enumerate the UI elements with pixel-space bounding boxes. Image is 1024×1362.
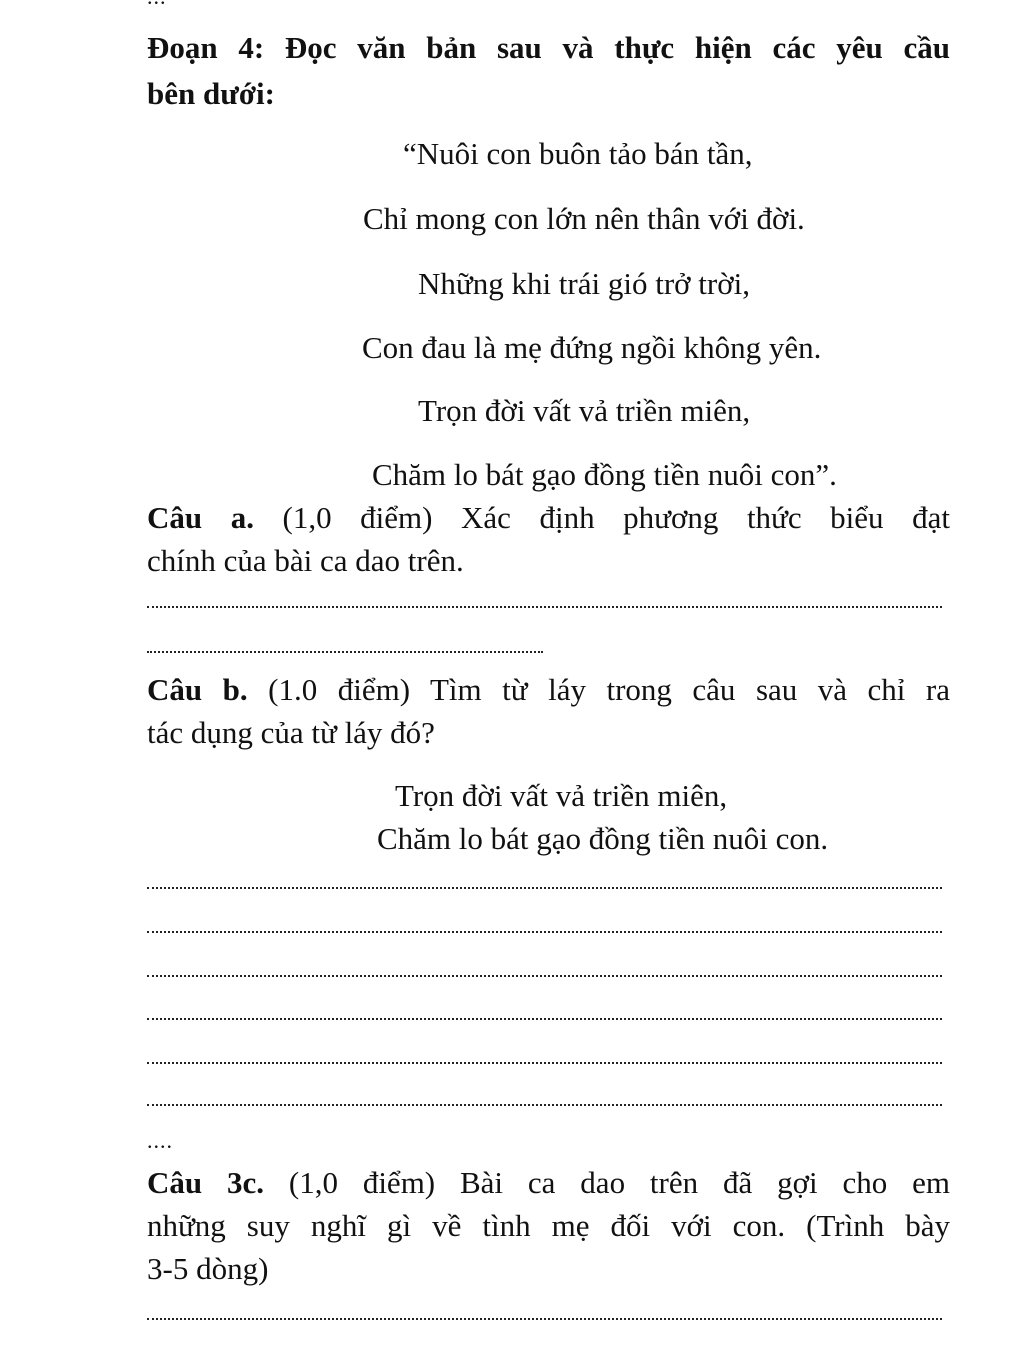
question-b-quote-1: Trọn đời vất vả triền miên, [395, 778, 728, 813]
question-a-text: (1,0 điểm) Xác định phương thức biểu đạt [253, 500, 950, 535]
question-b-line1 [147, 670, 950, 710]
answer-line-b3[interactable] [147, 975, 942, 977]
question-c-line2: những suy nghĩ gì về tình mẹ đối với con. (Trình bày [147, 1208, 950, 1243]
top-ellipsis [147, 0, 167, 8]
poem-line-2: Chỉ mong con lớn nên thân với đời. [363, 201, 805, 236]
question-c-line1 [147, 1163, 950, 1203]
section-title-line1: Đoạn 4: Đọc văn bản sau và thực hiện các yêu cầu [147, 30, 950, 65]
mid-ellipsis: .... [147, 1128, 173, 1153]
question-c-text: (1,0 điểm) Bài ca dao trên đã gợi cho em [264, 1165, 950, 1200]
poem-line-1: “Nuôi con buôn tảo bán tần, [403, 136, 753, 171]
question-c-label: Câu 3c. [147, 1165, 265, 1200]
answer-line-b6[interactable] [147, 1104, 942, 1106]
poem-line-5: Trọn đời vất vả triền miên, [418, 393, 751, 428]
answer-line-a2[interactable] [147, 651, 543, 653]
poem-line-3: Những khi trái gió trở trời, [418, 266, 750, 301]
answer-line-b5[interactable] [147, 1062, 942, 1064]
worksheet-page [147, 0, 950, 1362]
question-b-label: Câu b. [147, 672, 248, 707]
question-c-line3: 3-5 dòng) [147, 1251, 269, 1286]
answer-line-a1[interactable] [147, 606, 942, 608]
question-a-line1 [147, 498, 950, 538]
answer-line-b1[interactable] [147, 887, 942, 889]
poem-line-6: Chăm lo bát gạo đồng tiền nuôi con”. [372, 457, 837, 492]
section-title-line2: bên dưới: [147, 76, 275, 111]
question-a-label: Câu a. [147, 500, 254, 535]
question-b-line2: tác dụng của từ láy đó? [147, 715, 435, 750]
answer-line-c1[interactable] [147, 1318, 942, 1320]
question-b-text: (1.0 điểm) Tìm từ láy trong câu sau và chỉ ra [247, 672, 951, 707]
answer-line-b4[interactable] [147, 1018, 942, 1020]
question-a-line2: chính của bài ca dao trên. [147, 543, 464, 578]
question-b-quote-2: Chăm lo bát gạo đồng tiền nuôi con. [377, 821, 829, 856]
answer-line-b2[interactable] [147, 931, 942, 933]
poem-line-4: Con đau là mẹ đứng ngồi không yên. [362, 330, 822, 365]
